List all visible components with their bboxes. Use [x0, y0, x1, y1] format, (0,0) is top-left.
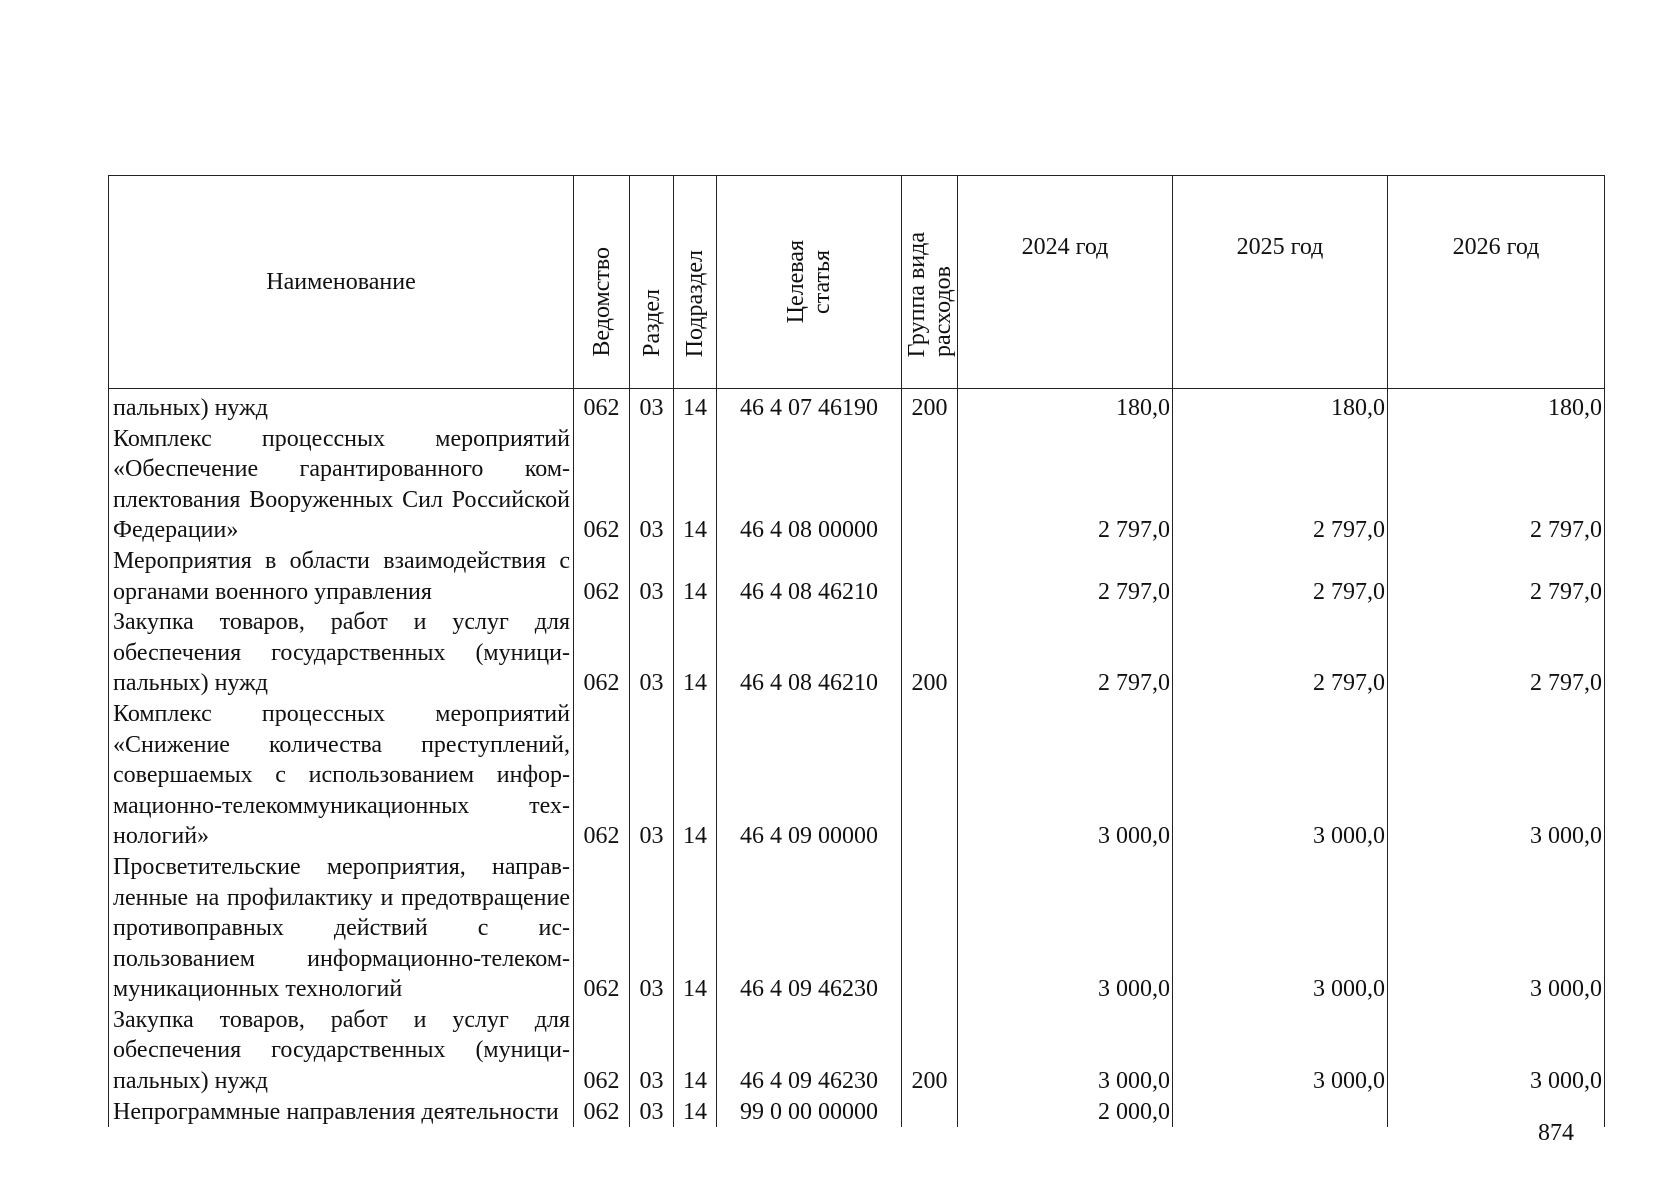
header-section [630, 176, 674, 389]
row-target: 46 4 08 46210 [717, 607, 902, 699]
header-subsection [674, 176, 717, 389]
row-dept: 062 [574, 1005, 630, 1097]
row-dept: 062 [574, 546, 630, 607]
header-year-2026-label: 2026 год [1452, 234, 1540, 260]
row-subsection: 14 [674, 607, 717, 699]
row-target: 46 4 09 46230 [717, 852, 902, 1005]
row-target: 46 4 07 46190 [717, 389, 902, 424]
row-name: пальных) нужд [109, 389, 574, 424]
row-group [902, 852, 958, 1005]
row-name: Мероприятия в области взаимодействия с органами военного управления [109, 546, 574, 607]
table-row [109, 607, 1605, 699]
row-value-2024: 3 000,0 [958, 699, 1173, 852]
row-section: 03 [630, 546, 674, 607]
table-row [109, 389, 1605, 424]
row-value-2025 [1173, 1097, 1388, 1128]
row-section: 03 [630, 1097, 674, 1128]
header-group [902, 176, 958, 389]
row-name: Комплекс процессных мероприятий «Снижение количества преступлений, совершаемых с использованием информационно-телекоммуникационных технологий» [109, 699, 574, 852]
row-name: Закупка товаров, работ и услуг для обеспечения государственных (муниципальных) нужд [109, 607, 574, 699]
table-row [109, 546, 1605, 607]
header-name-label: Наименование [266, 268, 416, 295]
row-value-2026: 2 797,0 [1388, 607, 1605, 699]
row-value-2024: 2 000,0 [958, 1097, 1173, 1128]
header-section-label: Раздел [638, 289, 665, 357]
row-group [902, 546, 958, 607]
row-target: 46 4 08 00000 [717, 424, 902, 546]
header-dept-label: Ведомство [588, 247, 615, 357]
table-header [109, 176, 1605, 389]
row-subsection: 14 [674, 852, 717, 1005]
header-year-2025 [1173, 176, 1388, 389]
row-value-2024: 2 797,0 [958, 424, 1173, 546]
row-section: 03 [630, 607, 674, 699]
row-value-2025: 2 797,0 [1173, 546, 1388, 607]
row-target: 46 4 09 46230 [717, 1005, 902, 1097]
row-name: Непрограммные направления деятельности [109, 1097, 574, 1128]
row-target: 99 0 00 00000 [717, 1097, 902, 1128]
row-value-2025: 3 000,0 [1173, 1005, 1388, 1097]
row-section: 03 [630, 1005, 674, 1097]
header-group-line1: Группа вида [903, 231, 930, 357]
row-group: 200 [902, 1005, 958, 1097]
table-body [109, 389, 1605, 1128]
row-value-2025: 3 000,0 [1173, 699, 1388, 852]
row-name: Просветительские мероприятия, направленные на профилактику и предотвращение противоправных действий с использованием информационно-телекоммуникационных технологий [109, 852, 574, 1005]
row-value-2025: 2 797,0 [1173, 424, 1388, 546]
row-subsection: 14 [674, 389, 717, 424]
row-value-2025: 180,0 [1173, 389, 1388, 424]
row-name: Комплекс процессных мероприятий «Обеспечение гарантированного комплектования Вооруженных Сил Российской Федерации» [109, 424, 574, 546]
header-subsection-label: Подраздел [682, 249, 708, 357]
table-row [109, 1097, 1605, 1128]
row-value-2024: 2 797,0 [958, 607, 1173, 699]
header-group-line2: расходов [929, 266, 956, 357]
row-section: 03 [630, 699, 674, 852]
header-name [109, 176, 574, 389]
row-value-2026: 180,0 [1388, 389, 1605, 424]
row-value-2026: 3 000,0 [1388, 1005, 1605, 1097]
row-section: 03 [630, 852, 674, 1005]
row-target: 46 4 09 00000 [717, 699, 902, 852]
row-dept: 062 [574, 852, 630, 1005]
row-value-2026: 2 797,0 [1388, 424, 1605, 546]
row-value-2026: 3 000,0 [1388, 699, 1605, 852]
row-group: 200 [902, 389, 958, 424]
row-value-2026: 2 797,0 [1388, 546, 1605, 607]
row-group: 200 [902, 607, 958, 699]
row-value-2024: 2 797,0 [958, 546, 1173, 607]
header-year-2024-label: 2024 год [1021, 234, 1109, 260]
header-year-2025-label: 2025 год [1236, 234, 1324, 260]
row-subsection: 14 [674, 1097, 717, 1128]
table-row [109, 852, 1605, 1005]
row-section: 03 [630, 389, 674, 424]
row-subsection: 14 [674, 424, 717, 546]
row-dept: 062 [574, 424, 630, 546]
header-year-2024 [958, 176, 1173, 389]
row-group [902, 424, 958, 546]
row-subsection: 14 [674, 546, 717, 607]
row-name: Закупка товаров, работ и услуг для обеспечения государственных (муниципальных) нужд [109, 1005, 574, 1097]
row-target: 46 4 08 46210 [717, 546, 902, 607]
row-subsection: 14 [674, 699, 717, 852]
table-row [109, 699, 1605, 852]
budget-table [108, 175, 1605, 1127]
row-value-2024: 180,0 [958, 389, 1173, 424]
table-row [109, 424, 1605, 546]
page-number: 874 [1538, 1120, 1574, 1146]
row-dept: 062 [574, 607, 630, 699]
table-row [109, 1005, 1605, 1097]
row-dept: 062 [574, 389, 630, 424]
row-value-2024: 3 000,0 [958, 852, 1173, 1005]
header-year-2026 [1388, 176, 1605, 389]
row-subsection: 14 [674, 1005, 717, 1097]
row-group [902, 1097, 958, 1128]
row-value-2025: 3 000,0 [1173, 852, 1388, 1005]
header-target-line2: статья [809, 250, 835, 314]
row-value-2026: 3 000,0 [1388, 852, 1605, 1005]
row-dept: 062 [574, 1097, 630, 1128]
row-value-2025: 2 797,0 [1173, 607, 1388, 699]
row-section: 03 [630, 424, 674, 546]
header-target [717, 176, 902, 389]
header-target-line1: Целевая [783, 240, 809, 324]
header-dept [574, 176, 630, 389]
row-group [902, 699, 958, 852]
row-dept: 062 [574, 699, 630, 852]
row-value-2024: 3 000,0 [958, 1005, 1173, 1097]
